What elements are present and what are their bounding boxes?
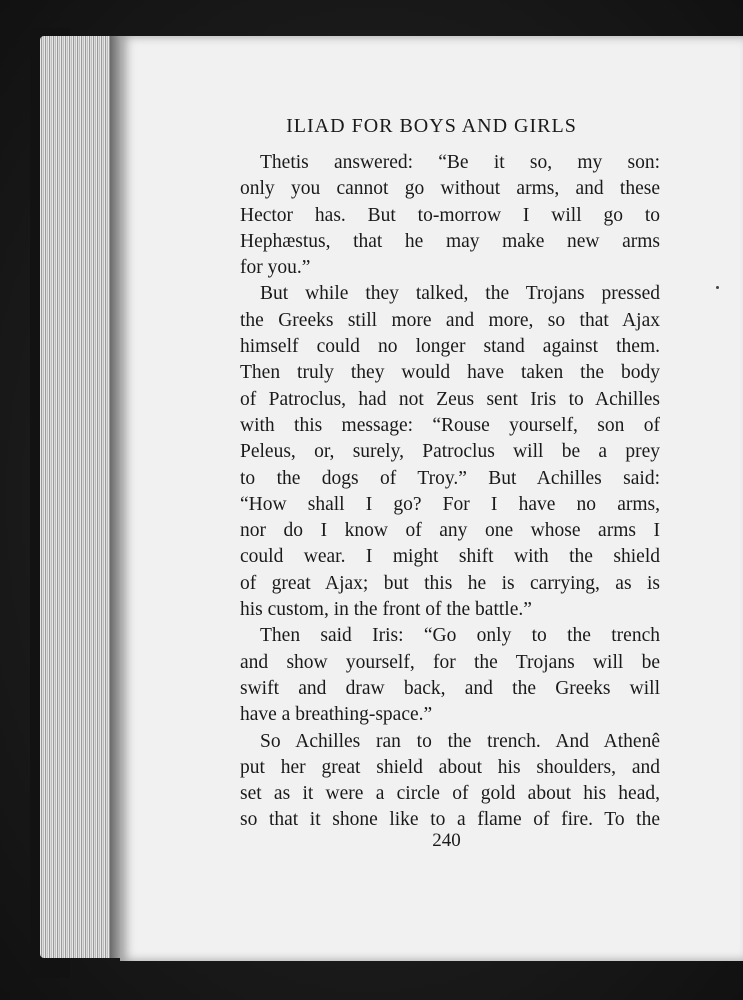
text-line: of great Ajax; but this he is carrying, as is <box>240 572 660 594</box>
text-line: for you.” <box>240 257 311 279</box>
running-head: ILIAD FOR BOYS AND GIRLS <box>286 115 577 137</box>
paper-speck <box>716 286 719 289</box>
text-line: But while they talked, the Trojans pressed <box>260 283 660 305</box>
text-line: Hephæstus, that he may make new arms <box>240 230 660 252</box>
page-number: 240 <box>432 830 461 851</box>
page-edges <box>40 36 124 958</box>
text-line: Thetis answered: “Be it so, my son: <box>260 152 660 173</box>
text-line: Hector has. But to-morrow I will go to <box>240 204 660 226</box>
text-line: set as it were a circle of gold about his head, <box>240 783 660 805</box>
text-line: nor do I know of any one whose arms I <box>240 520 660 542</box>
text-line: Peleus, or, surely, Patroclus will be a prey <box>240 441 660 463</box>
text-line: So Achilles ran to the trench. And Athenê <box>260 730 660 752</box>
text-line: with this message: “Rouse yourself, son of <box>240 414 660 436</box>
text-line: “How shall I go? For I have no arms, <box>240 493 660 515</box>
text-line: the Greeks still more and more, so that Ajax <box>240 309 660 331</box>
text-line: himself could no longer stand against them. <box>240 336 660 358</box>
text-line: put her great shield about his shoulders, and <box>240 756 660 778</box>
text-line: to the dogs of Troy.” But Achilles said: <box>240 467 660 489</box>
text-line: only you cannot go without arms, and these <box>240 178 660 200</box>
text-line: have a breathing-space.” <box>240 704 433 726</box>
text-line: Then truly they would have taken the body <box>240 362 660 384</box>
text-line: his custom, in the front of the battle.” <box>240 599 532 621</box>
text-line: could wear. I might shift with the shield <box>240 546 660 568</box>
text-line: swift and draw back, and the Greeks will <box>240 677 660 699</box>
text-line: Then said Iris: “Go only to the trench <box>260 625 660 647</box>
body-text <box>240 150 660 834</box>
text-line: so that it shone like to a flame of fire. To the <box>240 809 660 831</box>
text-line: of Patroclus, had not Zeus sent Iris to Achilles <box>240 388 660 410</box>
text-line: and show yourself, for the Trojans will be <box>240 651 660 673</box>
